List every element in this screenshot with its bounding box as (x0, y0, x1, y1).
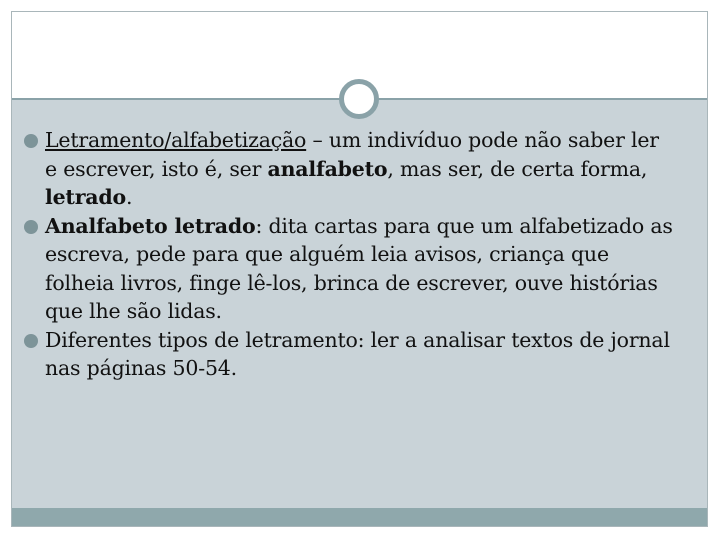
decorative-ring-icon (339, 79, 379, 119)
bullet-list (24, 126, 674, 383)
bullet-dot-icon (24, 334, 38, 348)
term-analfabeto-letrado: Analfabeto letrado (45, 213, 256, 238)
bullet-text: , mas ser, de certa forma, (387, 156, 648, 181)
bullet-item-letramento (24, 126, 674, 212)
term-analfabeto: analfabeto (267, 156, 388, 181)
slide-footer-bar (12, 508, 707, 526)
bullet-dot-icon (24, 220, 38, 234)
bullet-dot-icon (24, 134, 38, 148)
bullet-text: : dita cartas para que um alfabetizado as escreva, pede para que alguém leia avisos, criança que folheia livros, finge lê-los, brinca de escrever, ouve histórias que lhe são lidas. (45, 213, 673, 323)
bullet-text: . (126, 185, 133, 209)
term-letramento: Letramento/alfabetização (45, 128, 307, 152)
bullet-item-analfabeto-letrado (24, 212, 674, 326)
bullet-item-tipos-letramento (24, 326, 674, 383)
term-letrado: letrado (45, 185, 126, 209)
bullet-text: Diferentes tipos de letramento: ler a analisar textos de jornal nas páginas 50-54. (45, 327, 670, 380)
bullet-text: – um indivíduo pode não saber ler e escrever, isto é, ser (45, 128, 659, 181)
